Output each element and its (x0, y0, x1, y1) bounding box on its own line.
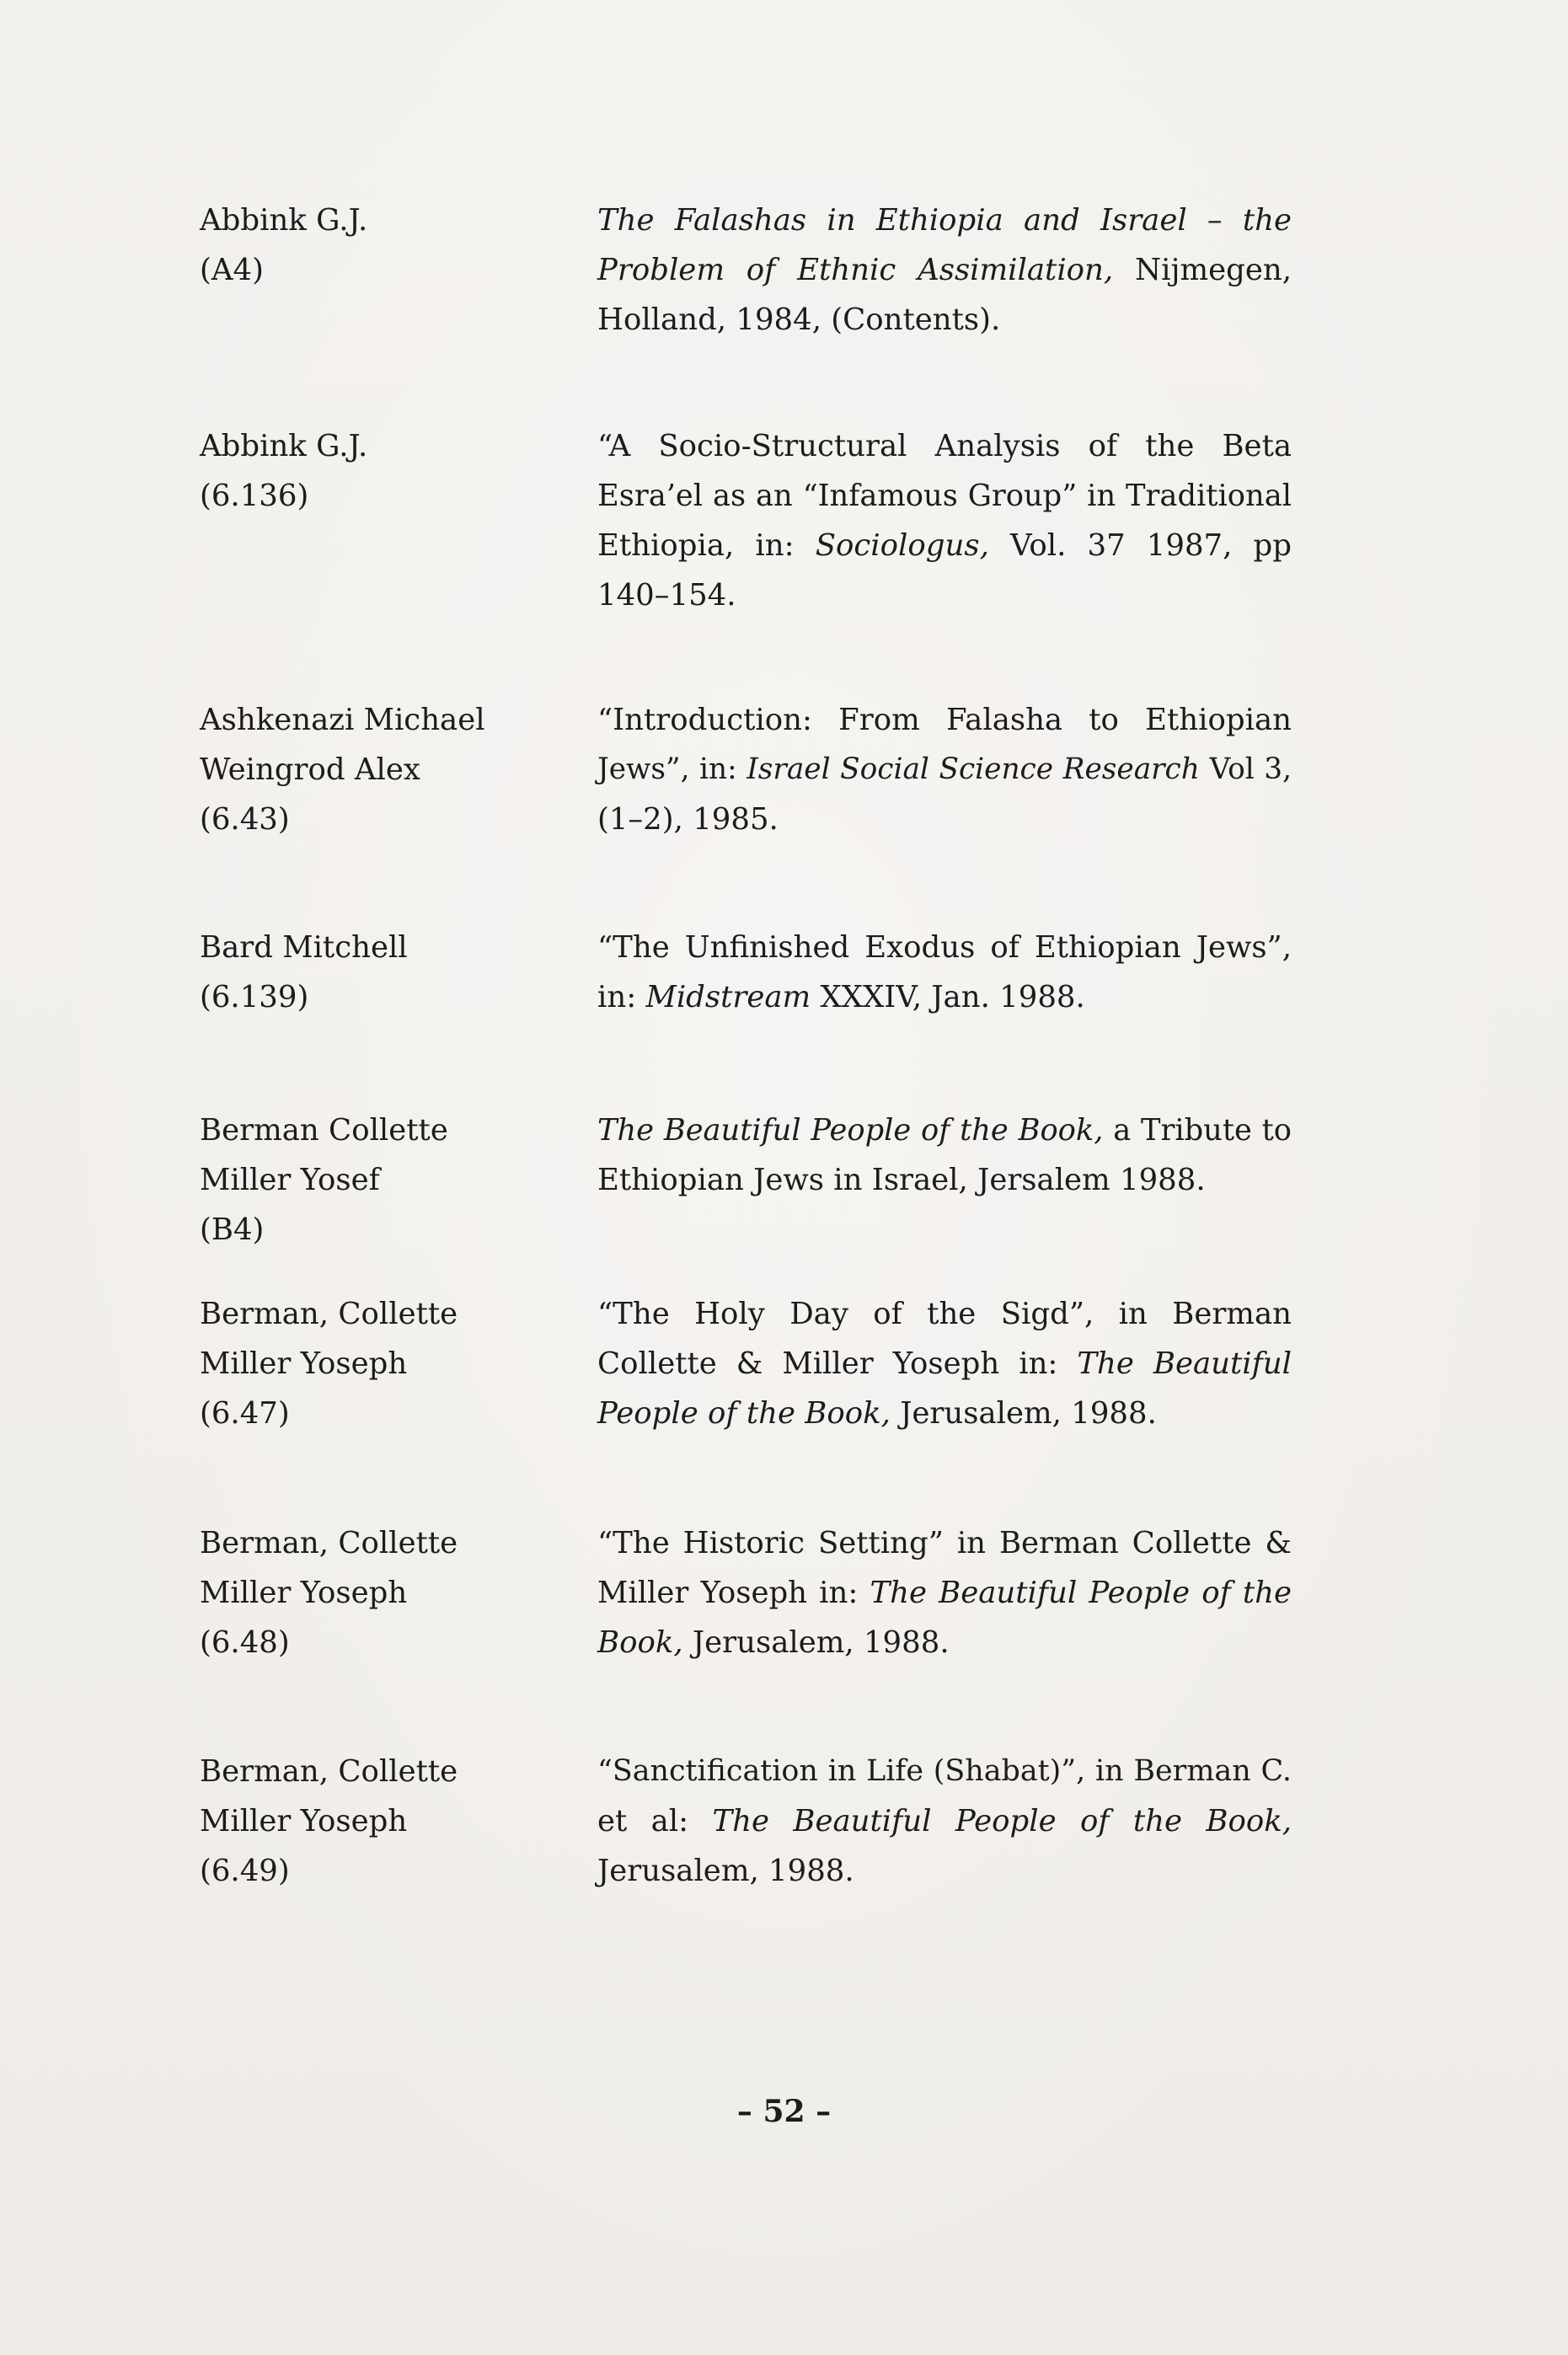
citation-line (597, 1105, 1292, 1155)
author-line: Miller Yoseph (200, 1346, 408, 1381)
citation-line (597, 295, 1292, 345)
author-line: (6.48) (200, 1625, 290, 1660)
entry-author (200, 1747, 570, 1896)
citation-line (597, 1339, 1292, 1389)
author-line: (6.139) (200, 980, 309, 1014)
citation-title-text: The Falashas in Ethiopia and Israel – the (597, 203, 1292, 238)
citation-text: Jerusalem, 1988. (597, 1854, 854, 1888)
entry-citation (597, 1747, 1292, 1896)
entry-author (200, 923, 570, 1022)
citation-text: Jerusalem, 1988. (890, 1396, 1157, 1431)
citation-text: a Tribute to (1103, 1113, 1292, 1148)
author-line: Berman, Collette (200, 1297, 458, 1331)
citation-text: in: (597, 980, 646, 1014)
citation-line (597, 1796, 1292, 1846)
citation-line (597, 1747, 1292, 1796)
citation-line (597, 695, 1292, 745)
citation-line (597, 245, 1292, 295)
page-number: – 52 – (736, 2094, 832, 2129)
entry-citation (597, 923, 1292, 1022)
citation-line (597, 1155, 1292, 1205)
citation-text: Miller Yoseph in: (597, 1576, 870, 1610)
citation-line (597, 570, 1292, 620)
citation-title-text: Problem of Ethnic Assimilation, (597, 253, 1114, 287)
citation-title-text: People of the Book, (597, 1396, 891, 1431)
citation-title-text: Sociologus, (815, 528, 989, 563)
citation-text: (1–2), 1985. (597, 802, 779, 837)
citation-text: et al: (597, 1804, 713, 1839)
author-line: Weingrod Alex (200, 752, 420, 787)
author-line: (B4) (200, 1212, 265, 1247)
entry-citation (597, 195, 1292, 345)
author-line: Miller Yoseph (200, 1804, 408, 1839)
citation-text: “A Socio-Structural Analysis of the Beta (597, 429, 1292, 463)
citation-title-text: Book, (597, 1625, 683, 1660)
citation-title-text: The Beautiful People of the Book, (597, 1113, 1104, 1148)
citation-text: 140–154. (597, 578, 736, 613)
citation-text: Ethiopian Jews in Israel, Jersalem 1988. (597, 1163, 1206, 1197)
author-line: Abbink G.J. (200, 429, 368, 463)
citation-text: “The Historic Setting” in Berman Collette & (597, 1526, 1292, 1560)
author-line: (6.43) (200, 802, 290, 837)
citation-text: “The Holy Day of the Sigd”, in Berman (597, 1297, 1292, 1331)
citation-line (597, 1289, 1292, 1339)
citation-text: “Introduction: From Falasha to Ethiopian (597, 703, 1292, 737)
entry-author (200, 1105, 570, 1255)
entry-citation (597, 421, 1292, 620)
citation-text: Collette & Miller Yoseph in: (597, 1346, 1078, 1381)
entry-author (200, 1518, 570, 1667)
author-line: (6.136) (200, 479, 309, 513)
citation-text: Ethiopia, in: (597, 528, 816, 563)
citation-title-text: The Beautiful (1077, 1346, 1292, 1381)
citation-line (597, 1846, 1292, 1896)
author-line: Berman, Collette (200, 1754, 458, 1789)
entry-author (200, 195, 570, 295)
citation-line (597, 421, 1292, 471)
citation-text: XXXIV, Jan. 1988. (811, 980, 1085, 1014)
citation-title-text: The Beautiful People of the Book, (712, 1804, 1292, 1839)
author-line: (6.49) (200, 1854, 290, 1888)
citation-text: Nijmegen, (1113, 253, 1292, 287)
citation-line (597, 1389, 1292, 1438)
citation-title-text: Israel Social Science Research (747, 752, 1200, 786)
entry-citation (597, 1105, 1292, 1205)
citation-text: Holland, 1984, (Contents). (597, 302, 1001, 337)
author-line: Berman Collette (200, 1113, 448, 1148)
entry-author (200, 421, 570, 521)
citation-text: Jews”, in: (597, 752, 747, 786)
citation-title-text: The Beautiful People of the (870, 1576, 1292, 1610)
citation-text: “The Unfinished Exodus of Ethiopian Jews”, (597, 930, 1292, 965)
author-line: (A4) (200, 253, 264, 287)
author-line: (6.47) (200, 1396, 290, 1431)
author-line: Ashkenazi Michael (200, 703, 485, 737)
citation-line (597, 471, 1292, 521)
citation-line (597, 195, 1292, 245)
citation-text: Esra’el as an “Infamous Group” in Traditional (597, 479, 1292, 513)
citation-text: Vol 3, (1199, 752, 1292, 786)
citation-text: Vol. 37 1987, pp (988, 528, 1292, 563)
author-line: Bard Mitchell (200, 930, 408, 965)
author-line: Abbink G.J. (200, 203, 368, 238)
citation-line (597, 972, 1292, 1022)
author-line: Miller Yoseph (200, 1576, 408, 1610)
entry-citation (597, 695, 1292, 844)
citation-line (597, 923, 1292, 972)
citation-line (597, 521, 1292, 570)
entry-author (200, 695, 570, 844)
citation-line (597, 1518, 1292, 1568)
entry-citation (597, 1518, 1292, 1667)
author-line: Berman, Collette (200, 1526, 458, 1560)
author-line: Miller Yosef (200, 1163, 380, 1197)
citation-text: “Sanctification in Life (Shabat)”, in Berman C. (597, 1754, 1292, 1788)
citation-line (597, 795, 1292, 844)
entry-citation (597, 1289, 1292, 1438)
citation-text: Jerusalem, 1988. (682, 1625, 950, 1660)
entry-author (200, 1289, 570, 1438)
citation-title-text: Midstream (645, 980, 811, 1014)
citation-line (597, 745, 1292, 795)
citation-line (597, 1568, 1292, 1618)
citation-line (597, 1618, 1292, 1667)
